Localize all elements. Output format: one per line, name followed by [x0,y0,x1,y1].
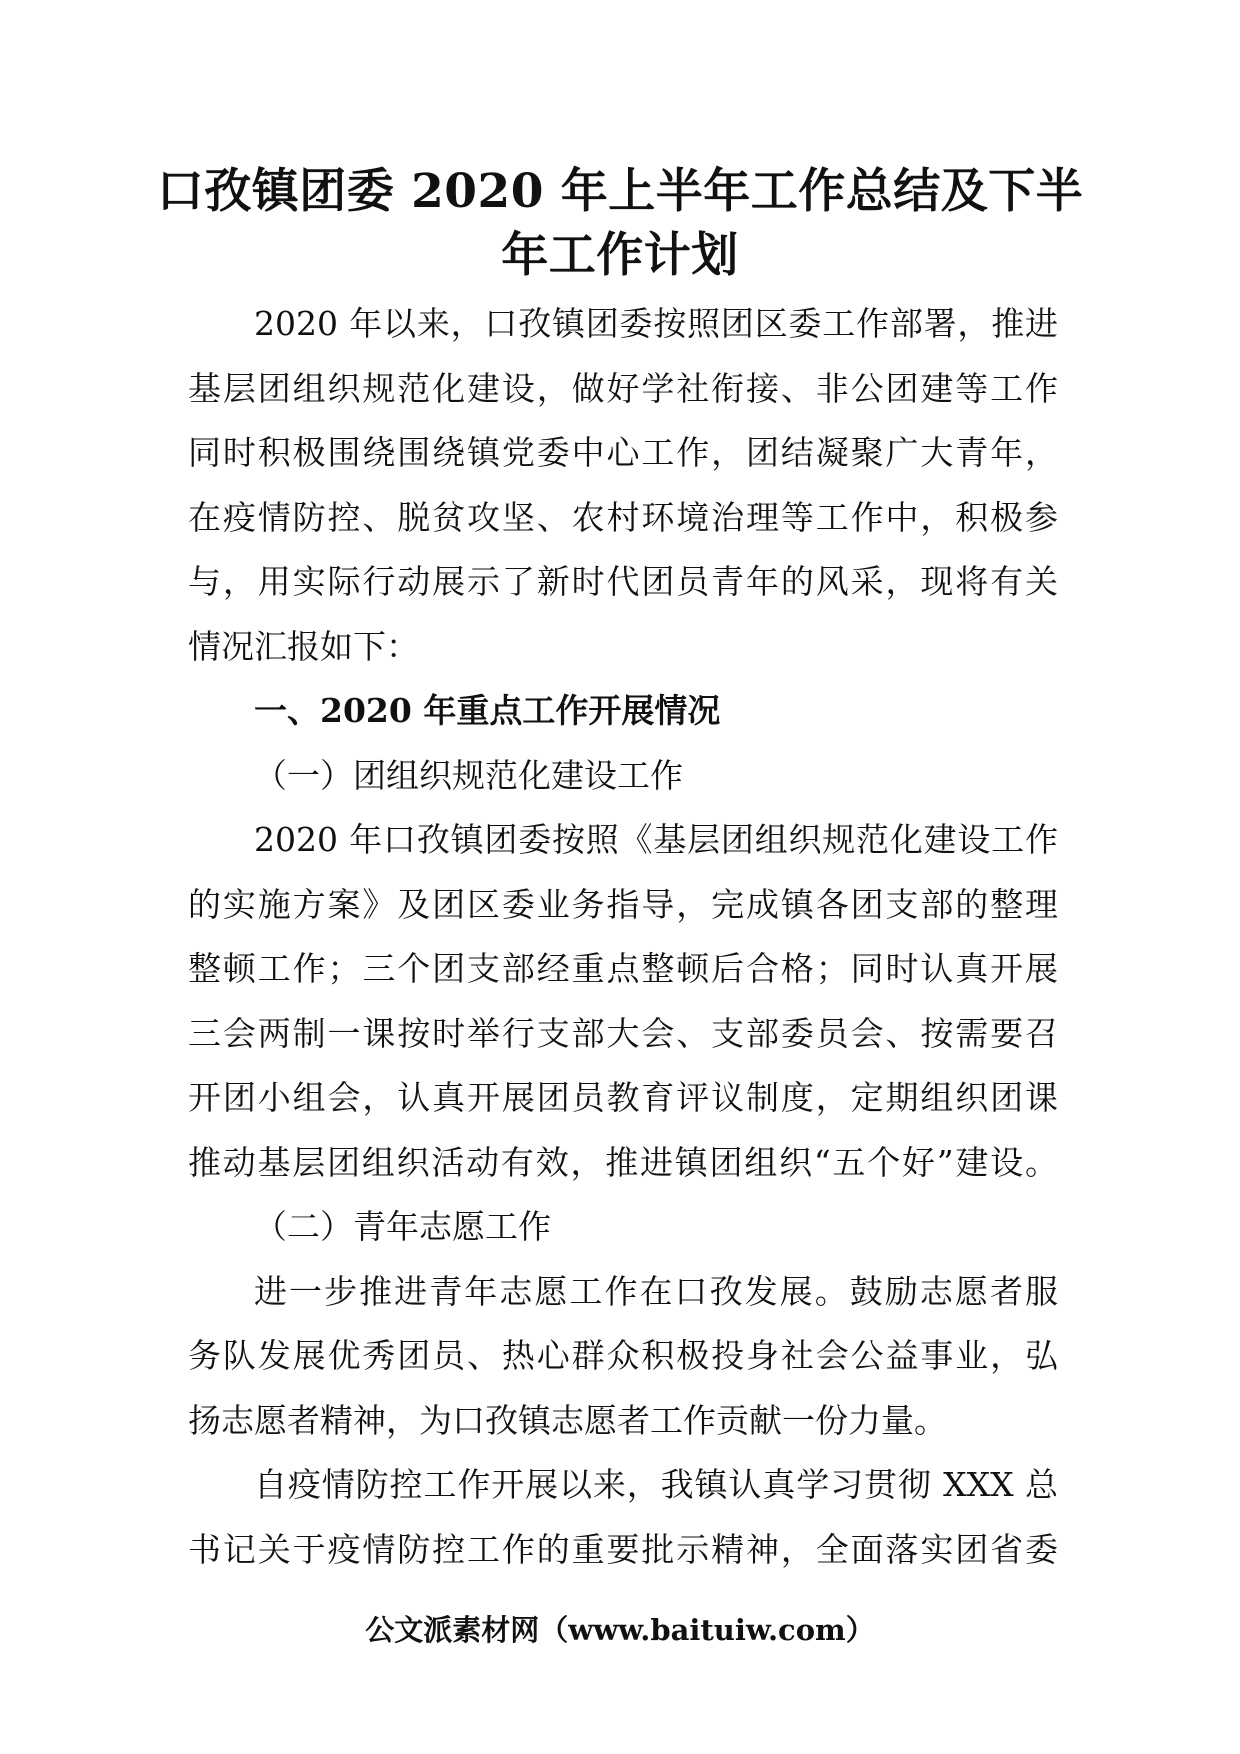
text-line: 推动基层团组织活动有效，推进镇团组织“五个好”建设。 [188,1142,1058,1182]
document-body [188,292,1058,1582]
text-line: 务队发展优秀团员、热心群众积极投身社会公益事业，弘 [188,1336,1058,1375]
text-line: 书记关于疫情防控工作的重要批示精神，全面落实团省委 [188,1529,1058,1569]
text-line: 三会两制一课按时举行支部大会、支部委员会、按需要召 [188,1013,1058,1053]
title-line-1: 口孜镇团委 2020 年上半年工作总结及下半 [156,164,1084,219]
text-line: 2020 年以来，口孜镇团委按照团区委工作部署，推进 [254,304,1058,343]
subsection-paragraph [188,808,1058,1195]
subsection-paragraph [188,1260,1058,1454]
text-line: 同时积极围绕围绕镇党委中心工作，团结凝聚广大青年， [188,433,1058,472]
document-title [150,160,1090,288]
text-line: 与，用实际行动展示了新时代团员青年的风采，现将有关 [188,562,1058,601]
text-line: 基层团组织规范化建设，做好学社衔接、非公团建等工作 [188,368,1058,408]
subsection-heading: （二）青年志愿工作 [254,1207,551,1246]
text-line: 开团小组会，认真开展团员教育评议制度，定期组织团课 [188,1078,1058,1117]
text-line: 进一步推进青年志愿工作在口孜发展。鼓励志愿者服 [254,1271,1058,1311]
subsection-heading: （一）团组织规范化建设工作 [254,755,683,795]
text-line: 的实施方案》及团区委业务指导，完成镇各团支部的整理 [188,884,1058,924]
footer-watermark: 公文派素材网（www.baituiw.com） [365,1613,875,1647]
text-line: 在疫情防控、脱贫攻坚、农村环境治理等工作中，积极参 [188,497,1058,537]
section-heading: 一、2020 年重点工作开展情况 [254,691,721,730]
text-line: 自疫情防控工作开展以来，我镇认真学习贯彻 XXX 总 [254,1465,1058,1504]
text-line: 情况汇报如下： [188,626,419,666]
title-line-2: 年工作计划 [501,228,739,283]
text-line: 整顿工作；三个团支部经重点整顿后合格；同时认真开展 [188,949,1058,988]
text-line: 2020 年口孜镇团委按照《基层团组织规范化建设工作 [254,820,1058,859]
subsection-paragraph [188,1453,1058,1582]
intro-paragraph [188,292,1058,679]
text-line: 扬志愿者精神，为口孜镇志愿者工作贡献一份力量。 [188,1400,947,1440]
